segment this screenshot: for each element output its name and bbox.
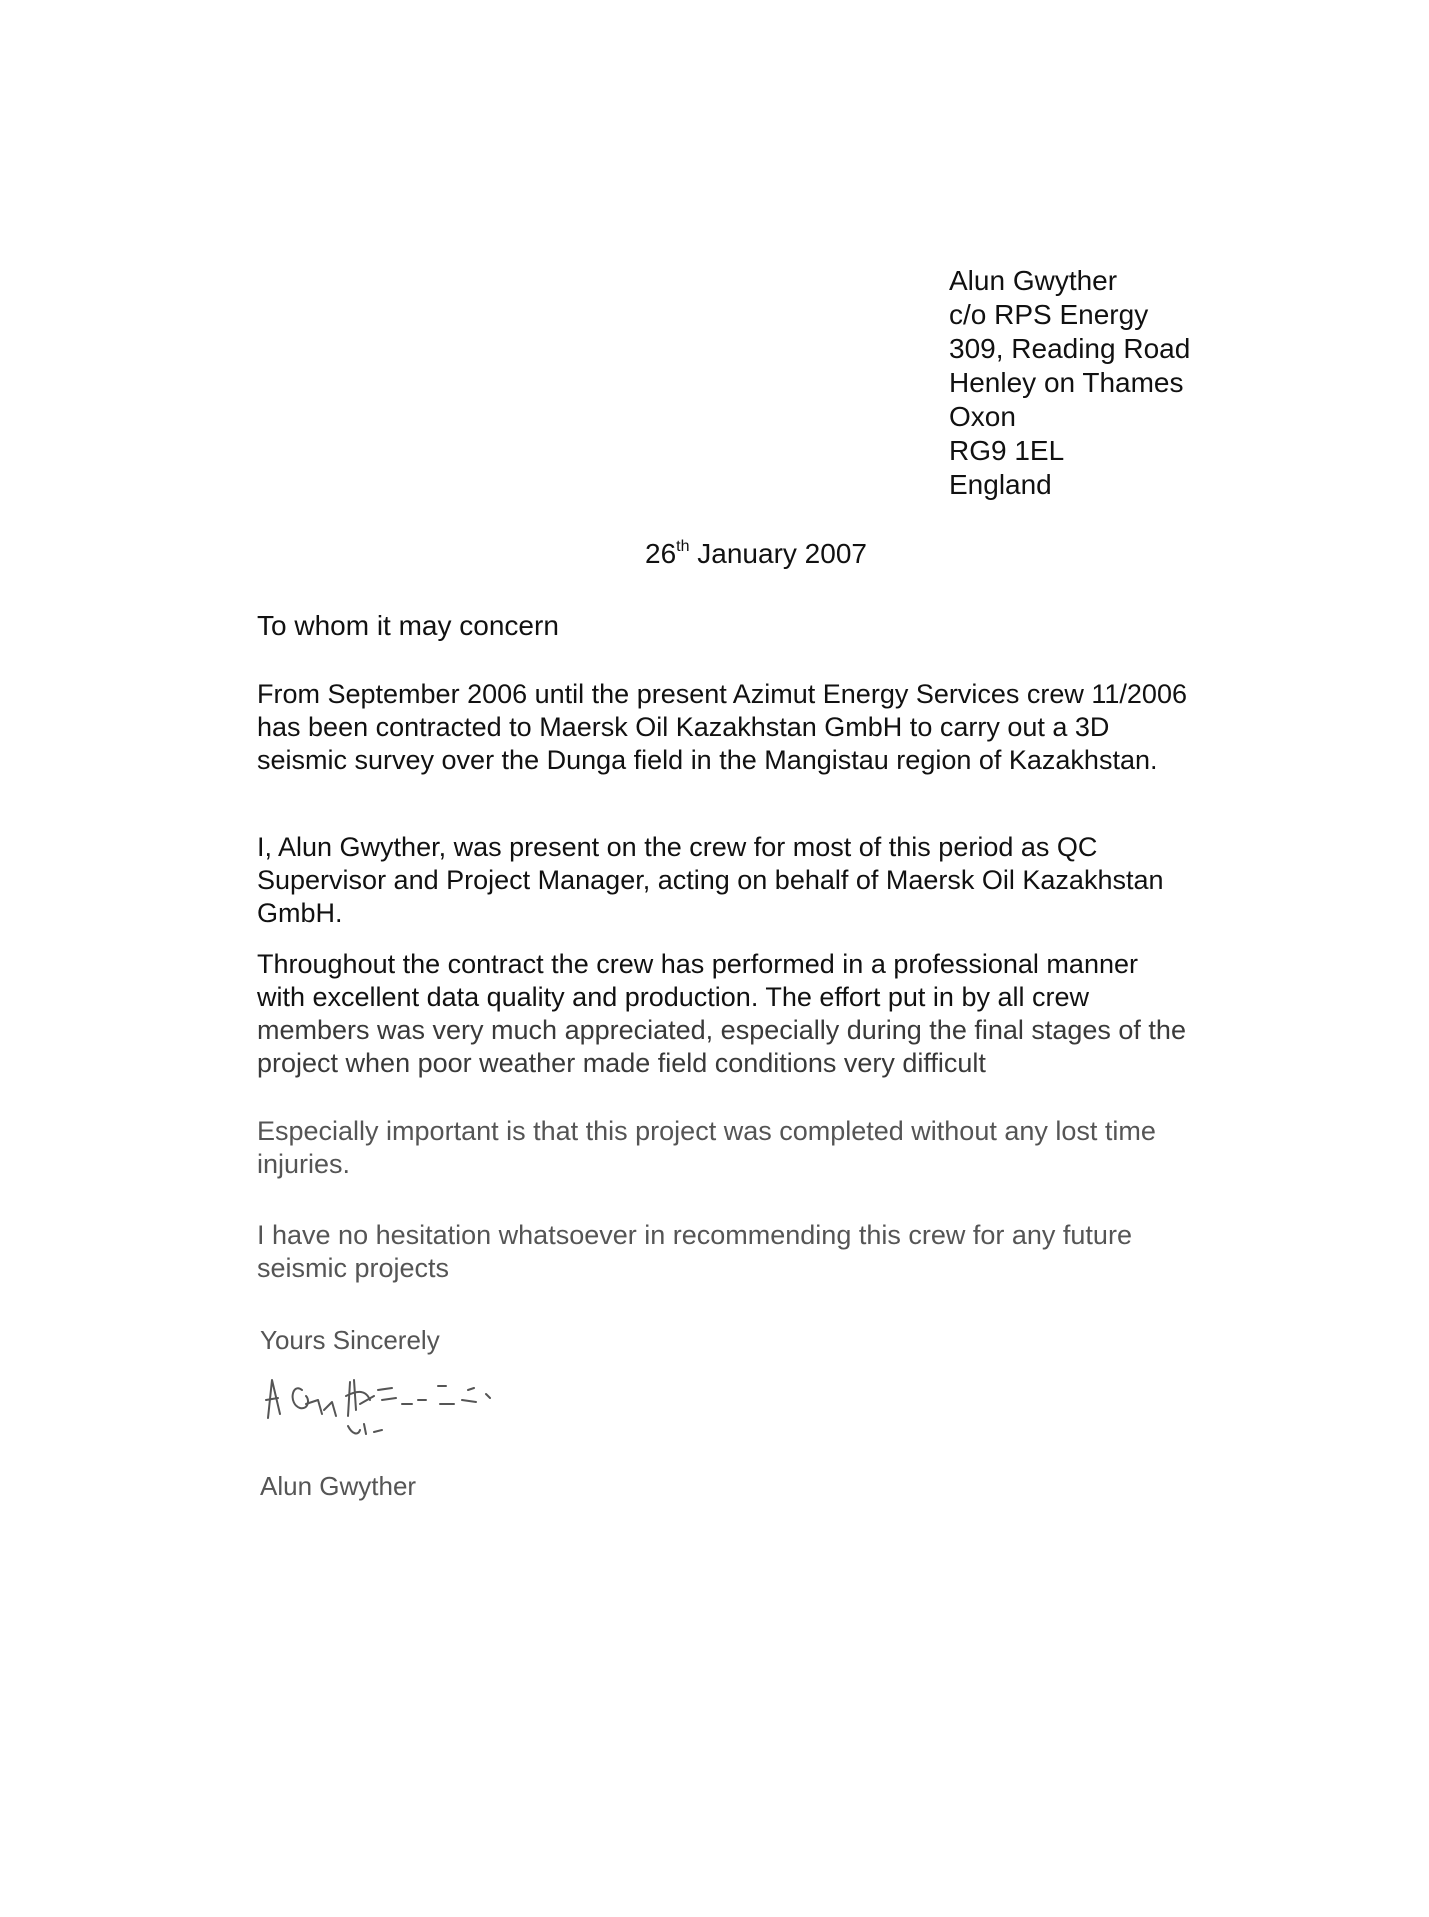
paragraph-line: project when poor weather made field conditions very difficult <box>257 1048 986 1078</box>
paragraph-line: Supervisor and Project Manager, acting on behalf of Maersk Oil Kazakhstan <box>257 865 1164 895</box>
paragraph-line: GmbH. <box>257 898 343 928</box>
salutation: To whom it may concern <box>257 610 559 641</box>
address-line: Oxon <box>949 401 1016 432</box>
paragraph-role <box>257 831 1257 930</box>
paragraph-recommendation <box>257 1219 1257 1285</box>
letter-date <box>645 537 867 571</box>
signature-name: Alun Gwyther <box>260 1471 417 1501</box>
date-month-year: January 2007 <box>697 538 867 569</box>
paragraph-line: Especially important is that this project was completed without any lost time <box>257 1116 1156 1146</box>
paragraph-contract <box>257 678 1257 777</box>
closing: Yours Sincerely <box>260 1325 440 1355</box>
paragraph-line: Throughout the contract the crew has performed in a professional manner <box>257 949 1138 979</box>
paragraph-line: has been contracted to Maersk Oil Kazakhstan GmbH to carry out a 3D <box>257 712 1110 742</box>
paragraph-line: From September 2006 until the present Azimut Energy Services crew 11/2006 <box>257 679 1187 709</box>
address-line: Alun Gwyther <box>949 265 1118 296</box>
handwritten-signature <box>262 1360 602 1440</box>
paragraph-line: I have no hesitation whatsoever in recommending this crew for any future <box>257 1220 1132 1250</box>
address-line: RG9 1EL <box>949 435 1065 466</box>
address-line: c/o RPS Energy <box>949 299 1149 330</box>
paragraph-safety <box>257 1115 1257 1181</box>
paragraph-line: seismic projects <box>257 1253 450 1283</box>
paragraph-line: members was very much appreciated, especially during the final stages of the <box>257 1015 1186 1045</box>
paragraph-line: I, Alun Gwyther, was present on the crew for most of this period as QC <box>257 832 1098 862</box>
paragraph-line: seismic survey over the Dunga field in the Mangistau region of Kazakhstan. <box>257 745 1158 775</box>
date-day: 26 <box>645 538 677 569</box>
date-suffix: th <box>676 537 690 555</box>
address-line: 309, Reading Road <box>949 333 1191 364</box>
sender-address <box>949 264 1190 502</box>
paragraph-line: injuries. <box>257 1149 351 1179</box>
paragraph-line: with excellent data quality and production. The effort put in by all crew <box>257 982 1089 1012</box>
paragraph-performance <box>257 948 1257 1080</box>
address-line: England <box>949 469 1052 500</box>
address-line: Henley on Thames <box>949 367 1184 398</box>
